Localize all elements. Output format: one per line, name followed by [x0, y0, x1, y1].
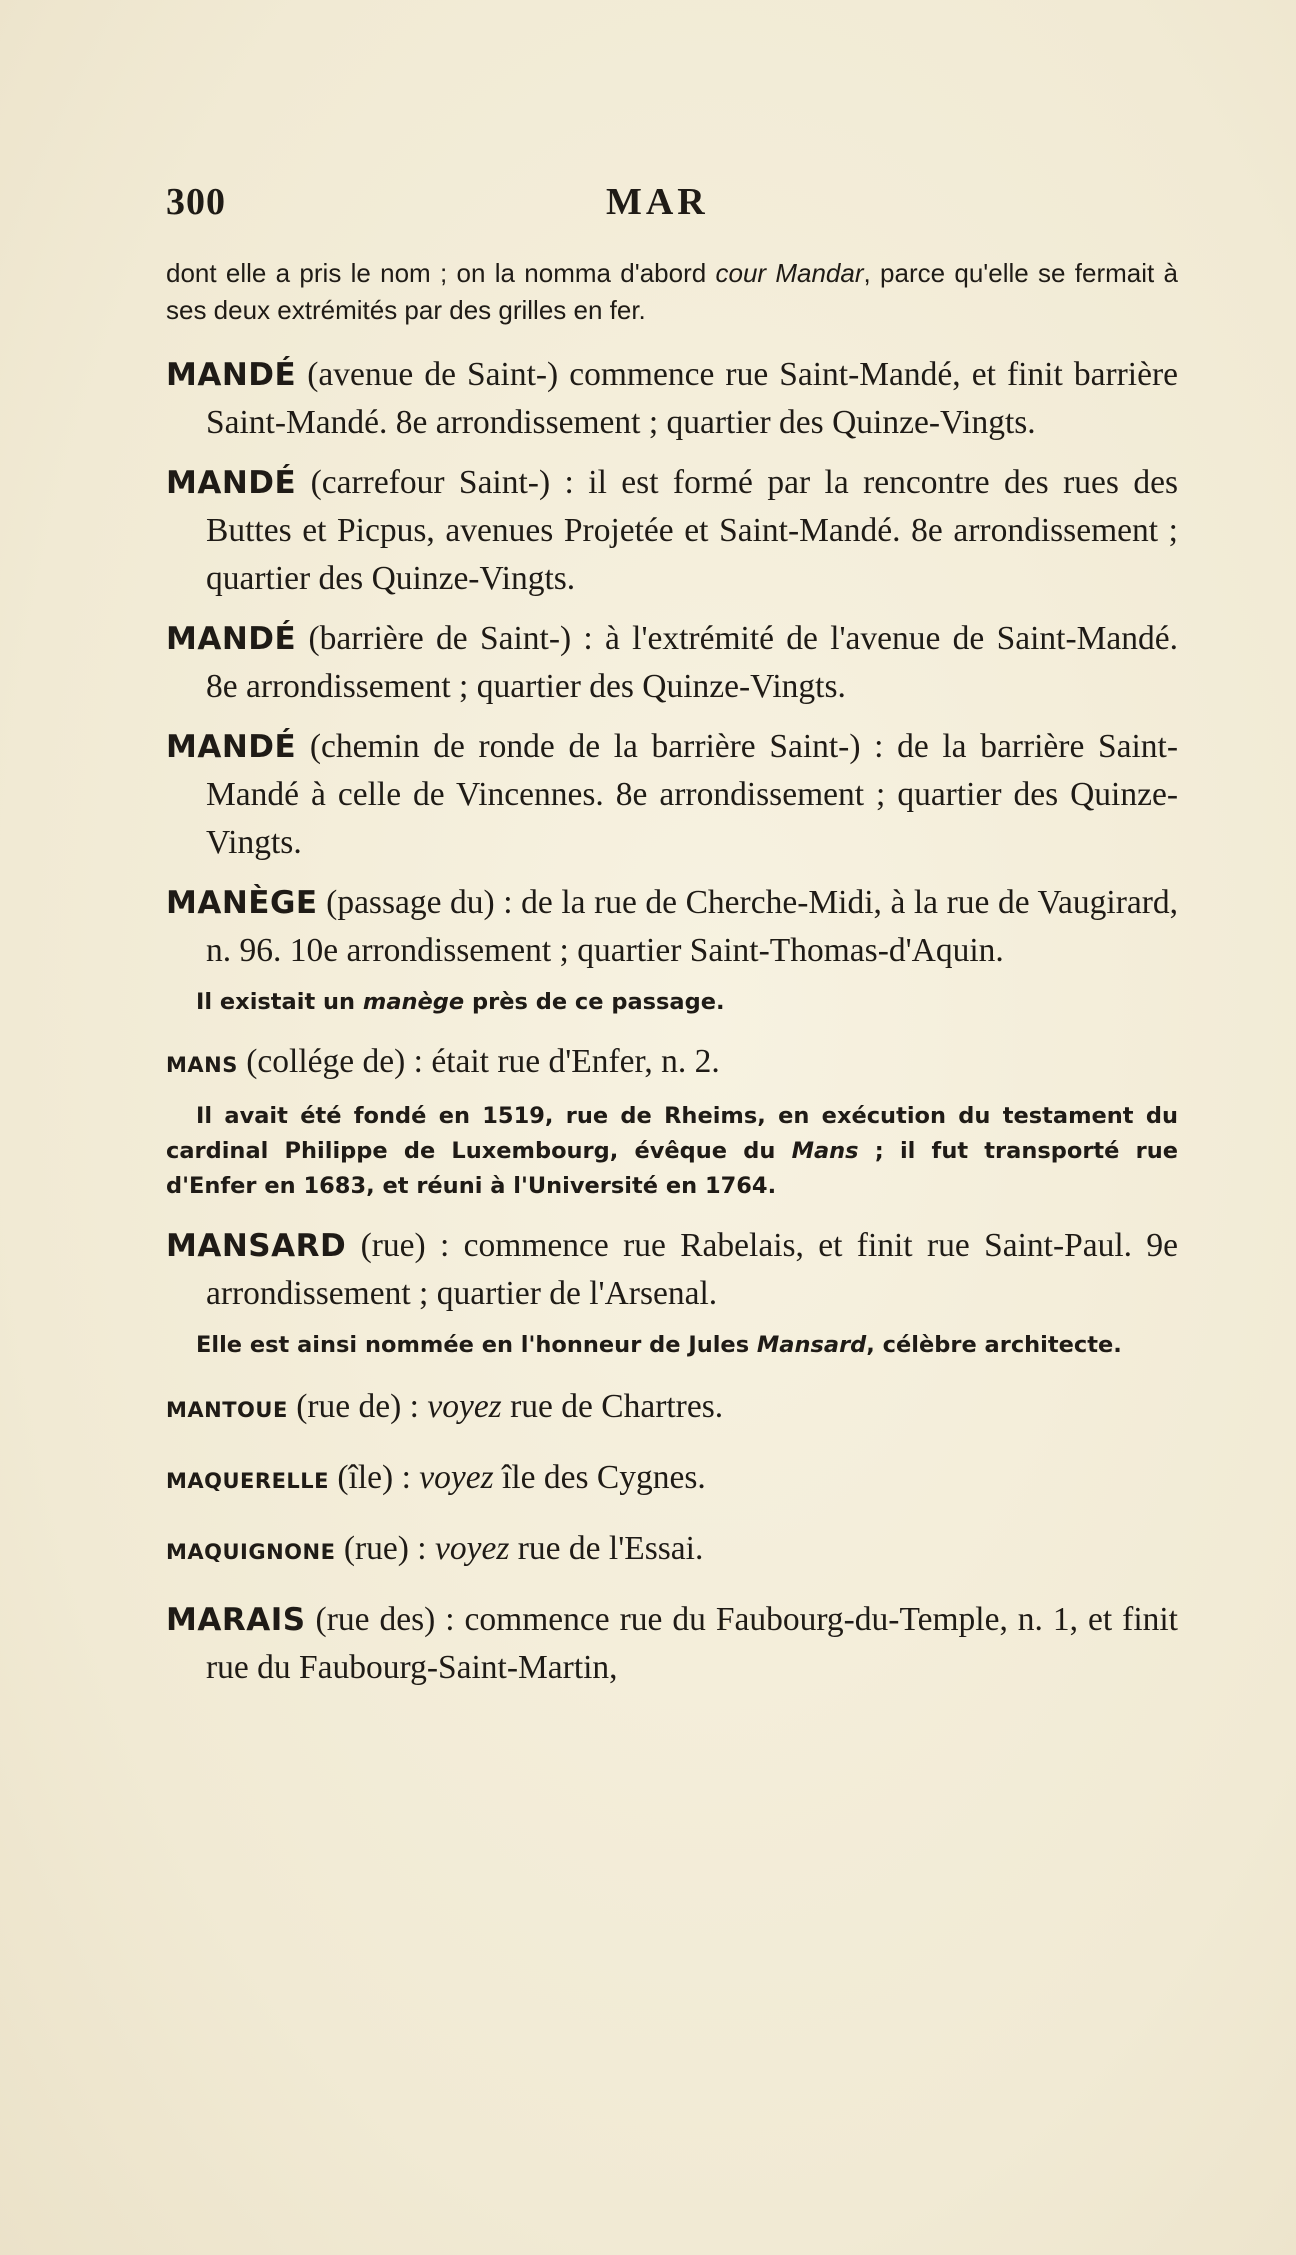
entry-mantoue: MANTOUE (rue de) : voyez rue de Chartres. [166, 1388, 724, 1425]
entry-note: Il existait un manège près de ce passage. [196, 989, 725, 1015]
entry-text: (rue) : commence rue Rabelais, et finit rue Saint-Paul. 9e arrondissement ; quartier de l'Arsenal. [206, 1227, 1178, 1312]
continuation-paragraph: dont elle a pris le nom ; on la nomma d'abord cour Mandar, parce qu'elle se fermait à ses deux extrémités par des grilles en fer. [166, 258, 1178, 325]
headword: MANTOUE [166, 1398, 288, 1422]
italic-term: voyez [419, 1459, 494, 1496]
italic-term: Mansard [756, 1332, 867, 1358]
entry-text: (carrefour Saint-) : il est formé par la rencontre des rues des Buttes et Picpus, avenues Projetée et Saint-Mandé. 8e arrondissement ; quartier des Quinze-Vingts. [206, 464, 1178, 597]
entry-text: (barrière de Saint-) : à l'extrémité de l'avenue de Saint-Mandé. 8e arrondissement ; quartier des Quinze-Vingts. [206, 620, 1178, 705]
headword: MANS [166, 1053, 238, 1077]
entry-mans [166, 1038, 1178, 1089]
entry-mande-avenue [166, 351, 1178, 447]
entry-note: Il avait été fondé en 1519, rue de Rheims, en exécution du testament du cardinal Philippe de Luxembourg, évêque du Mans ; il fut transporté rue d'Enfer en 1683, et réuni à l'Université en 1764. [166, 1103, 1178, 1199]
italic-term: manège [362, 989, 465, 1015]
headword: MANÈGE [166, 885, 318, 921]
entry-mande-carrefour [166, 459, 1178, 603]
italic-term: voyez [427, 1388, 502, 1425]
entry-text: (avenue de Saint-) commence rue Saint-Mandé, et finit barrière Saint-Mandé. 8e arrondissement ; quartier des Quinze-Vingts. [206, 356, 1178, 441]
italic-term: voyez [434, 1530, 510, 1567]
entry-text: (passage du) : de la rue de Cherche-Midi, à la rue de Vaugirard, n. 96. 10e arrondissement ; quartier Saint-Thomas-d'Aquin. [206, 884, 1178, 969]
italic-term: cour Mandar [715, 258, 864, 288]
running-head: MAR [606, 181, 709, 223]
headword: MANDÉ [166, 465, 297, 501]
page-header [166, 180, 1166, 230]
entry-maquerelle: MAQUERELLE (île) : voyez île des Cygnes. [166, 1459, 706, 1496]
headword: MANDÉ [166, 621, 297, 657]
headword: MAQUIGNONE [166, 1540, 336, 1564]
entry-mansard [166, 1222, 1178, 1318]
entry-text: (chemin de ronde de la barrière Saint-) : de la barrière Saint-Mandé à celle de Vincennes. 8e arrondissement ; quartier des Quinze-Vingts. [206, 728, 1178, 861]
entry-mande-chemin [166, 723, 1178, 867]
entry-mande-barriere [166, 615, 1178, 711]
headword: MAQUERELLE [166, 1469, 330, 1493]
entry-text: (collége de) : était rue d'Enfer, n. 2. [237, 1043, 720, 1080]
headword: MANDÉ [166, 729, 297, 765]
entry-maquignone: MAQUIGNONE (rue) : voyez rue de l'Essai. [166, 1530, 704, 1567]
headword: MANDÉ [166, 357, 297, 393]
entry-manege [166, 879, 1178, 975]
page-content [166, 255, 1178, 1702]
italic-term: Mans [791, 1138, 859, 1164]
entry-text: (rue des) : commence rue du Faubourg-du-Temple, n. 1, et finit rue du Faubourg-Saint-Martin, [206, 1601, 1178, 1686]
entry-note: Elle est ainsi nommée en l'honneur de Jules Mansard, célèbre architecte. [196, 1332, 1122, 1358]
entry-marais [166, 1596, 1178, 1692]
headword: MANSARD [166, 1228, 347, 1264]
headword: MARAIS [166, 1602, 306, 1638]
page-number: 300 [166, 181, 226, 223]
